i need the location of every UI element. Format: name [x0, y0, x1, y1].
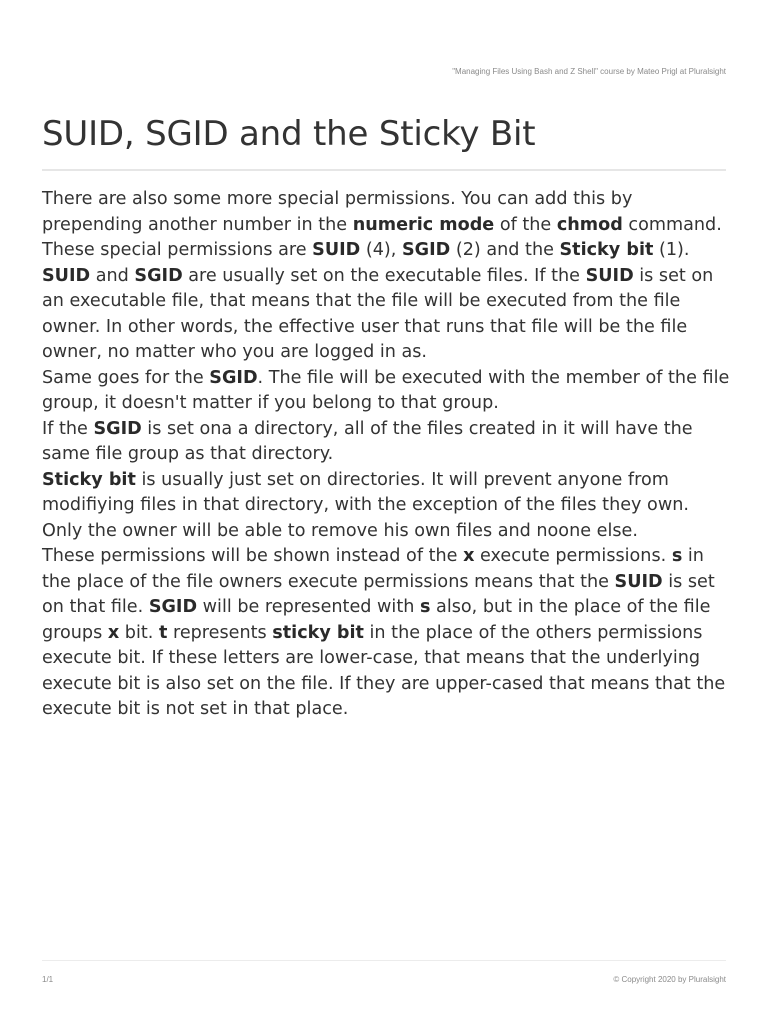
page-title: SUID, SGID and the Sticky Bit	[42, 114, 536, 154]
paragraph-sticky-bit: Sticky bit is usually just set on directories. It will prevent anyone from modifiying files in that directory, with the exception of the files they own. Only the owner will be able to remove his own files and noone else.	[42, 469, 689, 541]
term-sgid: SGID	[134, 265, 183, 286]
term-suid: SUID	[614, 571, 663, 592]
term-numeric-mode: numeric mode	[352, 214, 495, 235]
term-sticky-bit: Sticky bit	[559, 240, 654, 260]
article-body	[42, 187, 730, 723]
term-s: s	[671, 546, 683, 566]
term-s: s	[419, 597, 431, 617]
term-suid: SUID	[42, 265, 91, 286]
paragraph-sgid-file: Same goes for the SGID. The file will be executed with the member of the file group, it doesn't matter if you belong to that group.	[42, 367, 730, 413]
term-sticky-bit: sticky bit	[272, 622, 364, 643]
term-x: x	[107, 622, 120, 643]
term-sticky-bit: Sticky bit	[42, 469, 136, 490]
term-sgid: SGID	[93, 418, 142, 439]
footer-divider	[42, 960, 726, 961]
term-sgid: SGID	[401, 240, 451, 260]
term-suid: SUID	[312, 240, 361, 260]
title-divider	[42, 169, 726, 171]
term-suid: SUID	[585, 265, 634, 286]
page-number: 1/1	[42, 975, 54, 984]
course-credit: "Managing Files Using Bash and Z Shell" course by Mateo Prigl at Pluralsight	[452, 67, 726, 76]
term-sgid: SGID	[209, 367, 258, 388]
term-x: x	[463, 546, 475, 566]
term-t: t	[158, 622, 168, 643]
paragraph-sgid-directory: If the SGID is set ona a directory, all of the files created in it will have the same file group as that directory.	[42, 418, 693, 464]
paragraph-display: These permissions will be shown instead of the x execute permissions. s in the place of the file owners execute permissions means that the SUID is set on that file. SGID will be represented with s also, but in the place of the file groups x bit. t represents sticky bit in the place of the others permissions execute bit. If these letters are lower-case, that means that the underlying execute bit is also set on the file. If they are upper-cased that means that the execute bit is not set in that place.	[42, 546, 726, 719]
term-sgid: SGID	[148, 597, 198, 617]
copyright-notice: © Copyright 2020 by Pluralsight	[613, 975, 726, 984]
paragraph-suid: SUID and SGID are usually set on the executable files. If the SUID is set on an executable file, that means that the file will be executed from the file owner. In other words, the effective user that runs that file will be the file owner, no matter who you are logged in as.	[42, 265, 714, 362]
paragraph-intro: There are also some more special permissions. You can add this by prepending another number in the numeric mode of the chmod command. These special permissions are SUID (4), SGID (2) and the Sticky bit (1).	[42, 189, 722, 260]
term-chmod: chmod	[556, 214, 623, 235]
